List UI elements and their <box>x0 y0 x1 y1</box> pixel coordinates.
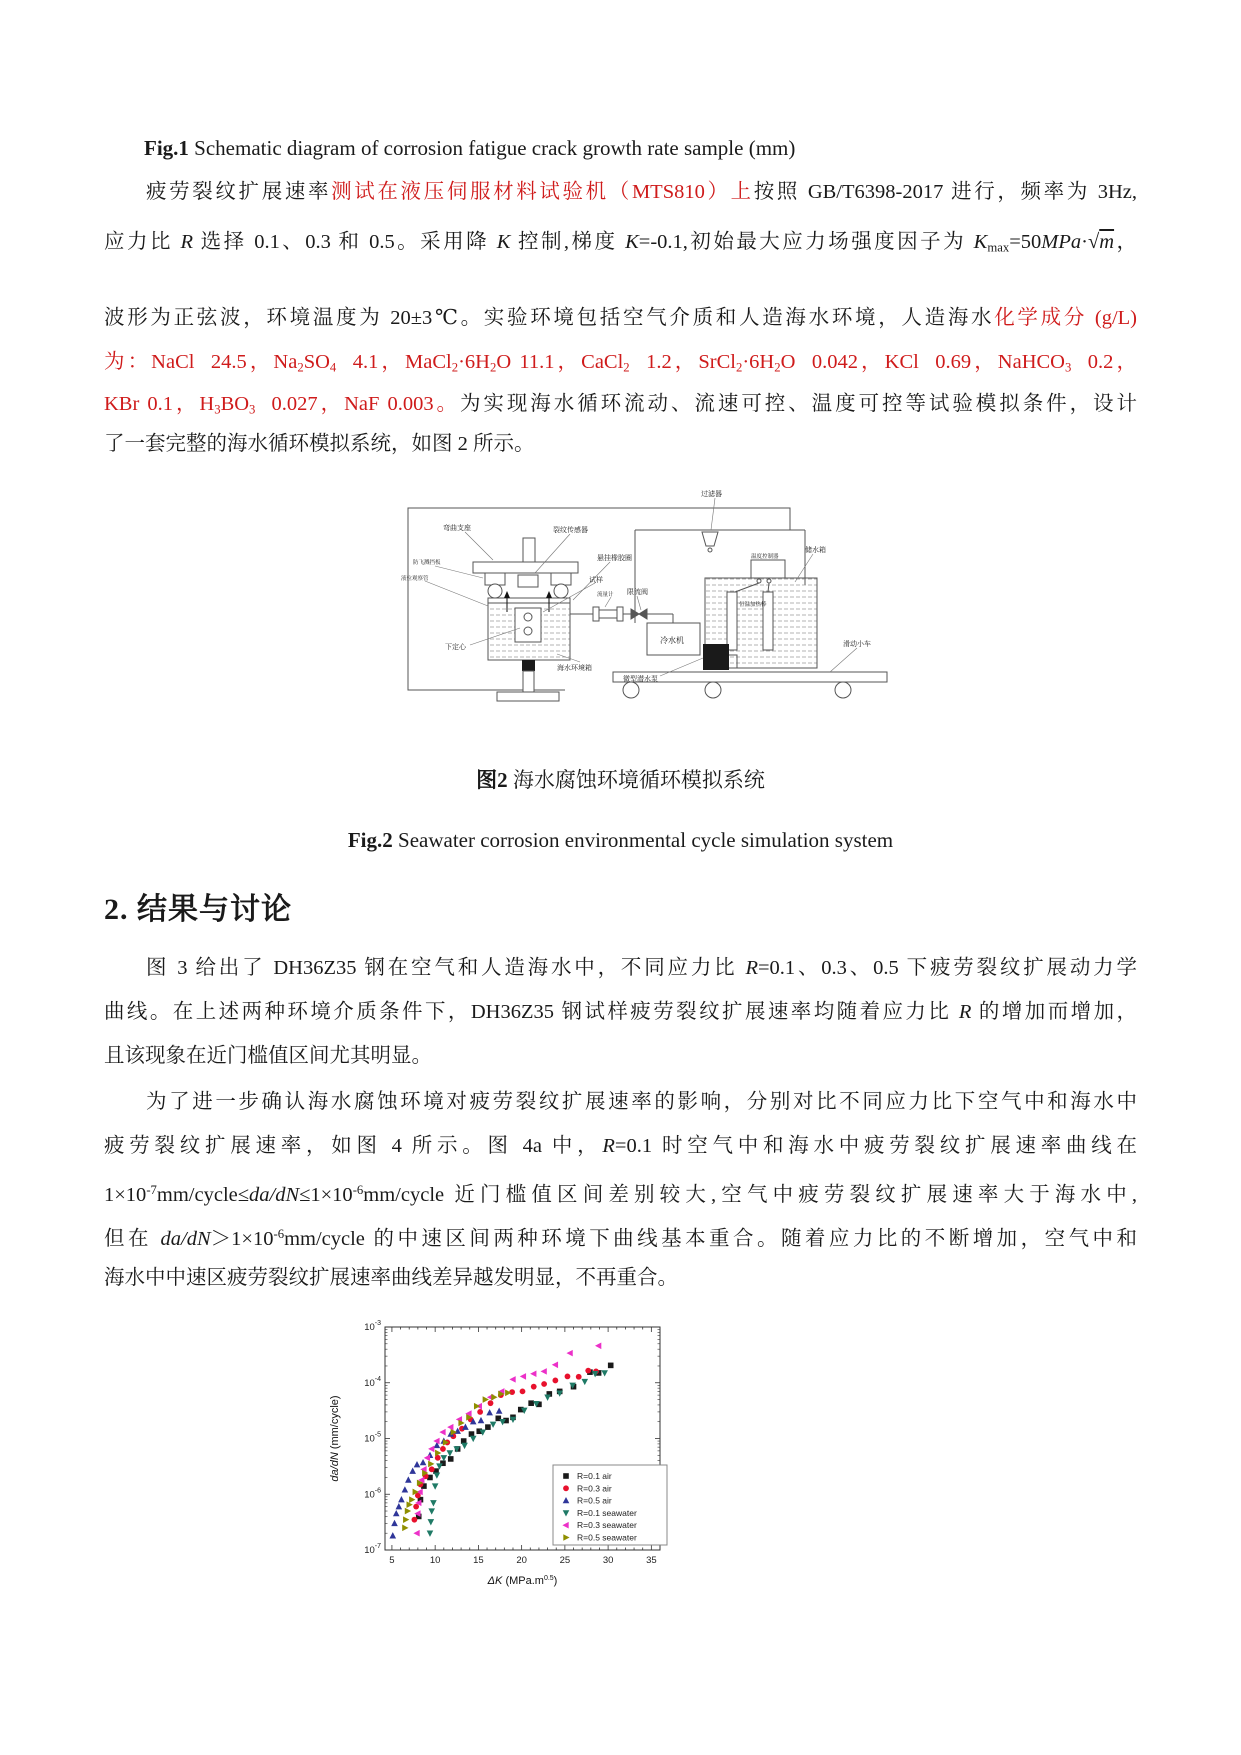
text-line: 图 3 给出了 DH36Z35 钢在空气和人造海水中，不同应力比 R=0.1、0.3、0.5 下疲劳裂纹扩展动力学 <box>146 957 1137 979</box>
diagram-label-temp-controller: 温度控制器 <box>751 554 779 560</box>
legend-label: R=0.5 air <box>577 1495 612 1506</box>
text-line: KBr 0.1，$H_3BO_3$ 0.027，NaF 0.003。为实现海水循环流动、流速可控、温度可控等试验模拟条件，设计 <box>104 393 1137 417</box>
fig2-schematic <box>365 450 905 705</box>
text-line: 应力比 R 选择 0.1、0.3 和 0.5。采用降 K 控制,梯度 K=-0.1,初始最大应力场强度因子为 $K_{max}=50MPa\cdot√m$， <box>104 231 1137 255</box>
fig3-chart <box>300 1283 700 1618</box>
fig2-caption-cn <box>0 764 1241 794</box>
legend <box>553 1465 667 1545</box>
y-tick-label: $10^{-6}$ <box>364 1487 381 1501</box>
text-line: 但在 $da/dN>1\times 10^{-6}mm$/cycle 的中速区间两种环境下曲线基本重合。随着应力比的不断增加，空气中和 <box>104 1227 1137 1250</box>
storage-tank-box <box>703 560 817 670</box>
text-line: $1\times 10^{-7}mm/cycle\le da/dN\le 1\times 10^{-6}mm$/cycle 近门槛值区间差别较大,空气中疲劳裂纹扩展速率大于海水中, <box>104 1183 1137 1206</box>
diagram-label-heater: 恒温加热棒 <box>739 602 767 608</box>
text-line: 为：NaCl 24.5，$Na_2SO_4$ 4.1，$MaCl_2\cdot 6H_2O$ 11.1，CaCl$_2$ 1.2，$SrCl_2\cdot 6H_2O$ 0.042，KCl 0.69，NaHCO$_3$ 0.2， <box>104 351 1137 375</box>
text-line: 波形为正弦波，环境温度为 20±3℃。实验环境包括空气介质和人造海水环境，人造海水化学成分 (g/L) <box>104 307 1137 329</box>
text-line: 了一套完整的海水循环模拟系统，如图 2 所示。 <box>104 433 535 455</box>
y-tick-label: $10^{-3}$ <box>364 1320 381 1333</box>
y-axis-label: da/dN (mm/cycle) <box>329 1395 341 1482</box>
diagram-label-filter: 过滤器 <box>701 491 722 498</box>
legend-label: R=0.1 air <box>577 1471 612 1481</box>
paragraph-results-2 <box>104 1080 1137 1300</box>
legend-label: R=0.3 air <box>577 1483 612 1494</box>
diagram-label-crack-sensor: 裂纹传感器 <box>553 527 588 534</box>
section-heading: 2. 结果与讨论 <box>104 893 292 926</box>
series-R-0.5-seawater <box>402 1390 511 1532</box>
piping <box>570 607 673 623</box>
fig2-caption-cn-label: 图2 <box>476 768 508 792</box>
fig1-caption-text: Schematic diagram of corrosion fatigue crack growth rate sample (mm) <box>188 136 796 160</box>
fig1-caption-label: Fig.1 <box>144 136 189 160</box>
x-tick-label: 25 <box>559 1555 571 1566</box>
diagram-label-flow-meter: 流量计 <box>597 592 614 598</box>
fig3-chart-svg <box>300 1283 700 1613</box>
diagram-label-chiller: 冷水机 <box>660 636 684 645</box>
diagram-label-splash-baffle: 防飞溅挡板 <box>413 560 441 566</box>
x-tick-label: 10 <box>429 1555 441 1566</box>
text-line: 且该现象在近门槛值区间尤其明显。 <box>104 1045 432 1067</box>
diagram-label-trolley: 滑动小车 <box>843 641 871 648</box>
diagram-label-specimen: 试样 <box>589 577 603 584</box>
text-line: 疲劳裂纹扩展速率测试在液压伺服材料试验机（MTS810）上按照 GB/T6398-2017 进行，频率为 3Hz, <box>146 181 1137 203</box>
legend-label: R=0.1 seawater <box>577 1507 637 1518</box>
x-tick-label: 20 <box>516 1555 527 1566</box>
paragraph-test-method <box>104 172 1137 464</box>
diagram-label-bend-support: 弯曲支座 <box>443 525 471 532</box>
diagram-label-storage-tank: 储水箱 <box>805 547 826 554</box>
seawater-chamber-box <box>488 591 570 701</box>
diagram-label-rubber-ring: 悬挂橡胶圈 <box>597 555 632 562</box>
diagram-label-pump: 微型潜水泵 <box>623 676 658 683</box>
text-line: 曲线。在上述两种环境介质条件下，DH36Z35 钢试样疲劳裂纹扩展速率均随着应力比 R 的增加而增加， <box>104 1001 1137 1023</box>
text-line: 为了进一步确认海水腐蚀环境对疲劳裂纹扩展速率的影响，分别对比不同应力比下空气中和海水中 <box>146 1091 1137 1113</box>
text-line: 疲劳裂纹扩展速率，如图 4 所示。图 4a 中，R=0.1 时空气中和海水中疲劳裂纹扩展速率曲线在 <box>104 1135 1137 1157</box>
filter-symbol <box>702 532 718 552</box>
diagram-label-level-pipe: 液位观察管 <box>401 576 429 582</box>
fig1-caption <box>144 136 795 161</box>
fig2-caption-cn-text: 海水腐蚀环境循环模拟系统 <box>507 768 765 792</box>
diagram-label-limit-valve: 限流阀 <box>627 589 648 596</box>
y-tick-label: $10^{-5}$ <box>364 1431 381 1445</box>
diagram-label-seawater-chamber: 海水环境箱 <box>557 665 592 672</box>
fig2-caption-en <box>0 828 1241 853</box>
y-tick-label: $10^{-4}$ <box>364 1375 381 1389</box>
y-tick-label: $10^{-7}$ <box>364 1543 381 1556</box>
x-axis-label: ΔK $(MPa.m^{0.5})$ <box>487 1575 558 1587</box>
text-line: 海水中中速区疲劳裂纹扩展速率曲线差异越发明显，不再重合。 <box>104 1267 678 1289</box>
x-tick-label: 15 <box>473 1555 484 1566</box>
diagram-label-lower-grip: 下定心 <box>445 644 466 651</box>
paragraph-results-1 <box>104 946 1137 1078</box>
fig2-caption-en-label: Fig.2 <box>347 828 393 852</box>
x-tick-label: 35 <box>646 1555 657 1566</box>
x-tick-label: 5 <box>389 1555 395 1566</box>
x-tick-label: 30 <box>602 1555 614 1566</box>
legend-label: R=0.3 seawater <box>577 1520 637 1531</box>
test-rig <box>473 538 578 598</box>
legend-label: R=0.5 seawater <box>577 1532 637 1543</box>
fig2-caption-en-text: Seawater corrosion environmental cycle simulation system <box>392 828 894 852</box>
